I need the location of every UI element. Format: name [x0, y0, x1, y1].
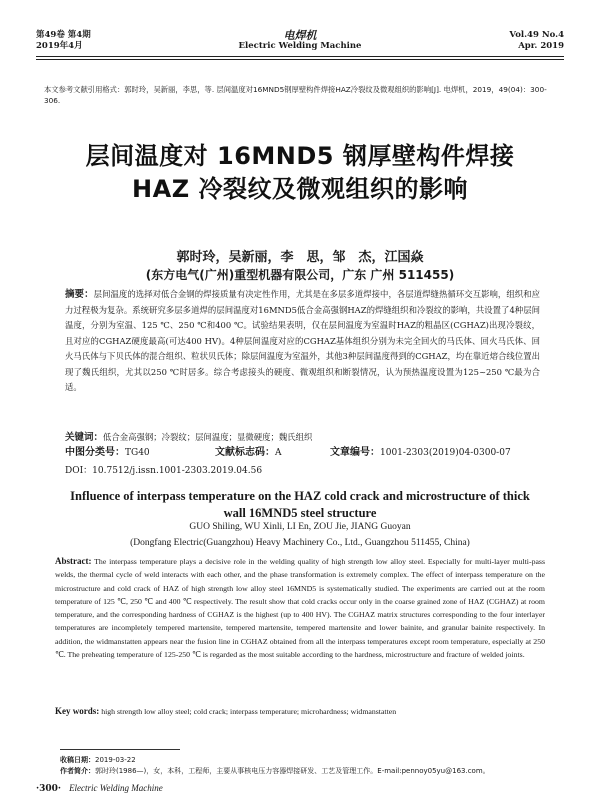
- volume-cn: 第49卷 第4期: [36, 30, 91, 40]
- keywords-en: [55, 706, 545, 716]
- footer-journal: Electric Welding Machine: [69, 783, 163, 793]
- abstract-cn: [65, 287, 540, 396]
- authors-en: GUO Shiling, WU Xinli, LI En, ZOU Jie, JIANG Guoyan: [189, 522, 411, 532]
- running-header: [36, 30, 564, 56]
- citation-format: 本文参考文献引用格式：郭时玲，吴新丽，李思，等. 层间温度对16MND5钢厚壁构件焊接HAZ冷裂纹及微观组织的影响[J]. 电焊机，2019，49(04)：300-306.: [44, 85, 547, 105]
- page-number: ·300·: [36, 784, 62, 794]
- title-cn-line1: 层间温度对 16MND5 钢厚壁构件焊接: [85, 142, 515, 170]
- keywords-en-text: high strength low alloy steel; cold crack; interpass temperature; microhardness; widmanstatten: [101, 707, 397, 716]
- title-cn-line2: HAZ 冷裂纹及微观组织的影响: [132, 175, 468, 203]
- volume-en: Vol.49 No.4: [509, 30, 564, 40]
- abstract-cn-label: 摘要：: [65, 289, 94, 300]
- classification-row: [65, 446, 540, 460]
- footnote: [60, 755, 560, 777]
- affiliation-cn: (东方电气(广州)重型机器有限公司，广东 广州 511455): [145, 268, 455, 282]
- title-en: Influence of interpass temperature on the HAZ cold crack and microstructure of thick wall 16MND5 steel structure: [70, 489, 530, 520]
- abstract-en-label: Abstract:: [55, 556, 92, 566]
- header-right: [509, 30, 564, 52]
- journal-cn: 电焊机: [283, 29, 317, 42]
- received-date: 收稿日期：2019-03-22: [60, 756, 136, 764]
- title-cn: [30, 140, 570, 206]
- header-rule: [36, 56, 564, 57]
- header-rule-thin: [36, 59, 564, 60]
- footnote-rule: [60, 749, 180, 750]
- date-en: Apr. 2019: [518, 41, 564, 51]
- keywords-cn-text: 低合金高强钢；冷裂纹；层间温度；显微硬度；魏氏组织: [103, 432, 313, 442]
- author-bio: 作者简介：郭时玲(1986—)，女，本科，工程师，主要从事核电压力容器焊接研发、工艺及管理工作。E-mail:pennoy05yu@163.com。: [60, 767, 490, 775]
- abstract-en: [55, 555, 545, 661]
- keywords-en-label: Key words:: [55, 706, 100, 716]
- authors-cn: 郭时玲，吴新丽，李 思，邹 杰，江国焱: [176, 250, 424, 265]
- article-number: 文章编号：1001-2303(2019)04-0300-07: [330, 447, 511, 458]
- clc-number: 中图分类号：TG40: [65, 447, 150, 458]
- abstract-cn-text: 层间温度的选择对低合金钢的焊接质量有决定性作用，尤其是在多层多道焊接中，各层道焊缝热循环交互影响，组织和应力过程极为复杂。系统研究多层多道焊的层间温度对16MND5低合金高强钢HAZ的焊缝组织和冷裂纹的影响，共设置了4种层间温度，分别为室温、125 ℃、250 ℃和400 ℃。试验结果表明，仅在层间温度为室温时HAZ的粗晶区(CGHAZ)出现冷裂纹，且对应的CGHAZ硬度最高(可达400 HV)。4种层间温度对应的CGHAZ基体组织分别为未完全回火的马氏体、回火马氏体、回火马氏体与下贝氏体的混合组织、粒状贝氏体；除层间温度为室温外，其他3种层间温度得到的CGHAZ，均在靠近熔合线位置出现了魏氏组织，尤其以250 ℃时居多。综合考虑接头的硬度、微观组织和断裂情况，认为预热温度设置为125~250 ℃最为合适。: [65, 289, 540, 392]
- doi: DOI：10.7512/j.issn.1001-2303.2019.04.56: [65, 466, 263, 476]
- header-center: [36, 30, 564, 52]
- keywords-cn: [65, 430, 540, 445]
- keywords-cn-label: 关键词：: [65, 432, 104, 443]
- affiliation-en: (Dongfang Electric(Guangzhou) Heavy Machinery Co., Ltd., Guangzhou 511455, China): [130, 538, 470, 548]
- abstract-en-text: The interpass temperature plays a decisive role in the welding quality of high strength low alloy steel. Especially for multi-layer multi-pass welds, the thermal cycle of weld interacts with each other, and the phase transformation is extremely complex. The effect of interpass temperature on the microstructure and cold crack of HAZ of high strength low alloy steel 16MND5 is systematically studied. The experiments are carried out at the room temperature of 125 ℃, 250 ℃ and 400 ℃ respectively. The result show that cold cracks occur only in the coarse grained zone of HAZ (CGHAZ) at room temperature, and the corresponding hardness of CGHAZ is the highest (up to 400 HV). The CGHAZ matrix structures corresponding to the four interlayer temperatures are incompletely tempered martensite, tempered martensite, tempered martensite and lower bainite, and granular bainite respectively. In addition, the widmanstatten appears near the fusion line in CGHAZ obtained from all the interpass temperatures except room temperature, especially at 250 ℃. The preheating temperature of 125-250 ℃ is regarded as the most suitable according to the hardness, microstructure and fracture of welded joints.: [55, 557, 545, 660]
- page-footer: [36, 783, 163, 794]
- journal-en: Electric Welding Machine: [238, 41, 362, 51]
- date-cn: 2019年4月: [36, 41, 83, 51]
- document-code: 文献标志码：A: [215, 447, 282, 458]
